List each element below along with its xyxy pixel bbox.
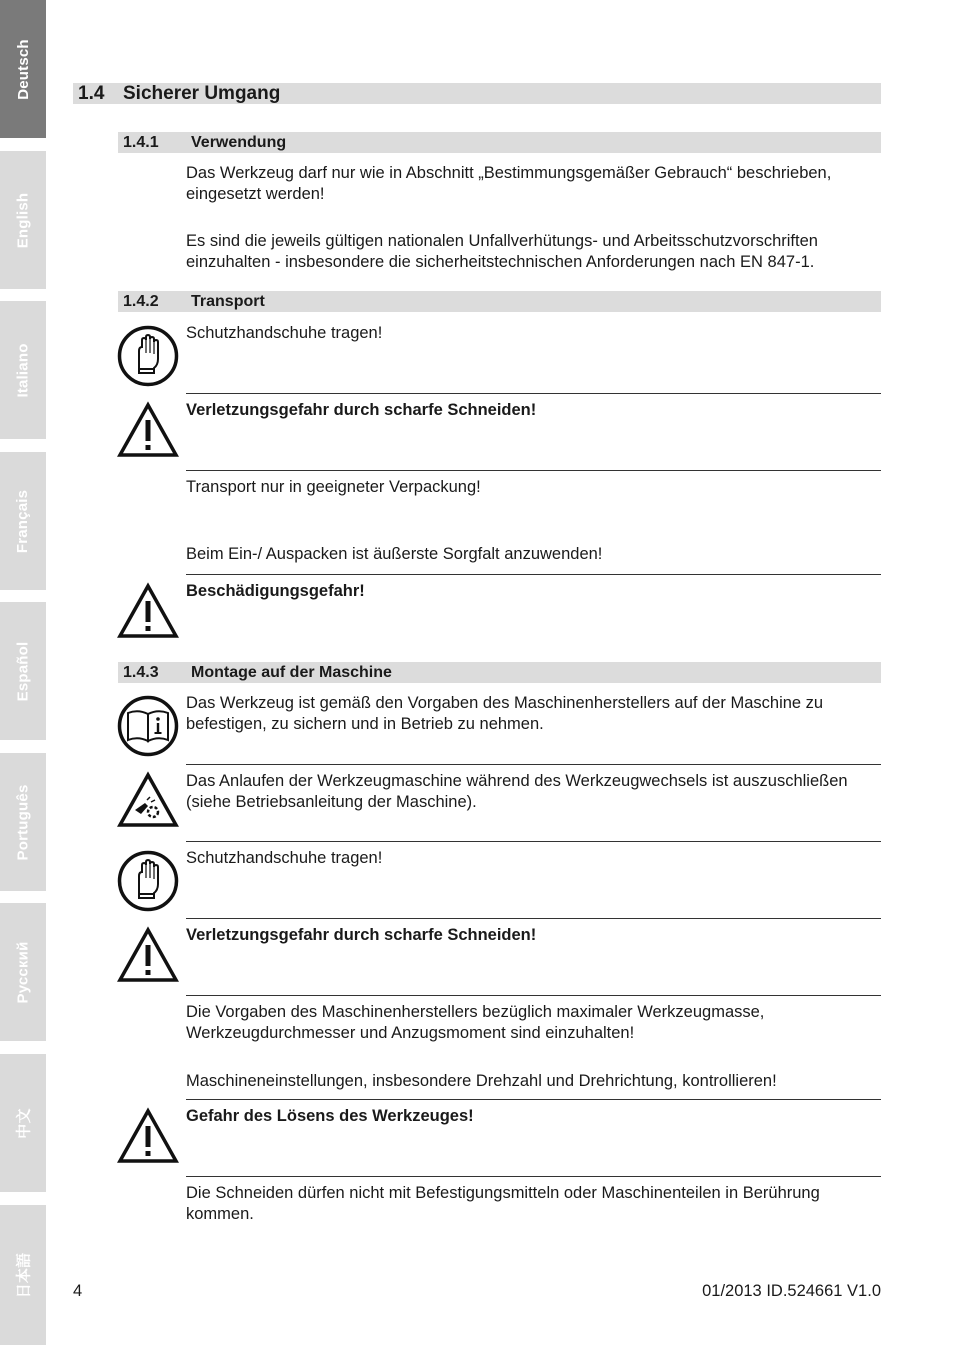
tab-japanese[interactable]: 日本語 <box>0 1205 46 1345</box>
mounting-cut-warning: Verletzungsgefahr durch scharfe Schneiden! <box>186 926 537 944</box>
mounting-manual-text: Das Werkzeug ist gemäß den Vorgaben des Maschinenherstellers auf der Maschine zu befestigen, zu sichern und in Betrieb zu nehmen. <box>186 694 824 733</box>
mounting-gloves-text: Schutzhandschuhe tragen! <box>186 849 383 867</box>
transport-unpacking-text: Beim Ein-/ Auspacken ist äußerste Sorgfalt anzuwenden! <box>186 545 603 563</box>
machine-settings-text: Maschineneinstellungen, insbesondere Drehzahl und Drehrichtung, kontrollieren! <box>186 1072 777 1090</box>
wear-gloves-icon <box>117 325 179 387</box>
section-number: 1.4 <box>78 83 105 104</box>
startup-prevention-text: Das Anlaufen der Werkzeugmaschine während des Werkzeugwechsels ist auszuschließen (siehe Betriebsanleitung der Maschine). <box>186 772 848 811</box>
transport-packaging-text: Transport nur in geeigneter Verpackung! <box>186 478 481 496</box>
transport-cut-warning: Verletzungsgefahr durch scharfe Schneiden! <box>186 401 537 419</box>
tab-espanol[interactable]: Español <box>0 602 46 740</box>
damage-warning: Beschädigungsgefahr! <box>186 582 365 600</box>
subsection-heading-verwendung <box>118 132 881 153</box>
subsection-number: 1.4.3 <box>123 664 159 681</box>
divider <box>186 470 881 471</box>
tab-francais[interactable]: Français <box>0 452 46 590</box>
divider <box>186 841 881 842</box>
tab-deutsch[interactable]: Deutsch <box>0 0 46 138</box>
subsection-number: 1.4.1 <box>123 134 159 151</box>
warning-triangle-icon <box>117 581 179 643</box>
divider <box>186 574 881 575</box>
regulations-paragraph: Es sind die jeweils gültigen nationalen Unfallverhütungs- und Arbeitsschutzvorschriften einzuhalten - insbesondere die sicherheitstechnischen Anforderungen nach EN 847-1. <box>186 232 818 271</box>
divider <box>186 1099 881 1100</box>
subsection-heading-transport <box>118 291 881 312</box>
page-number: 4 <box>73 1282 83 1300</box>
section-heading <box>73 83 881 104</box>
divider <box>186 918 881 919</box>
subsection-title: Montage auf der Maschine <box>191 664 392 681</box>
tab-italiano[interactable]: Italiano <box>0 301 46 439</box>
subsection-title: Transport <box>191 293 265 310</box>
divider <box>186 393 881 394</box>
language-tabs <box>0 0 46 1345</box>
warning-triangle-icon <box>117 925 179 987</box>
divider <box>186 764 881 765</box>
subsection-number: 1.4.2 <box>123 293 159 310</box>
cutting-edge-contact-text: Die Schneiden dürfen nicht mit Befestigungsmitteln oder Maschinenteilen in Berührung kommen. <box>186 1184 820 1223</box>
wear-gloves-icon <box>117 850 179 912</box>
subsection-title: Verwendung <box>191 134 287 151</box>
loosening-warning: Gefahr des Lösens des Werkzeuges! <box>186 1107 474 1125</box>
section-title: Sicherer Umgang <box>123 83 281 104</box>
read-manual-icon <box>117 695 179 757</box>
warning-triangle-icon <box>117 1106 179 1168</box>
manufacturer-limits-text: Die Vorgaben des Maschinenherstellers bezüglich maximaler Werkzeugmasse, Werkzeugdurchmesser und Anzugsmoment sind einzuhalten! <box>186 1003 765 1042</box>
usage-paragraph: Das Werkzeug darf nur wie in Abschnitt „Bestimmungsgemäßer Gebrauch“ beschrieben, eingesetzt werden! <box>186 164 832 203</box>
warning-triangle-icon <box>117 400 179 462</box>
tab-portugues[interactable]: Português <box>0 753 46 891</box>
tab-chinese[interactable]: 中文 <box>0 1054 46 1192</box>
subsection-heading-montage <box>118 662 881 683</box>
document-id: 01/2013 ID.524661 V1.0 <box>702 1282 881 1300</box>
divider <box>186 995 881 996</box>
machine-startup-hazard-icon <box>117 770 179 832</box>
divider <box>186 1176 881 1177</box>
tab-russian[interactable]: Русский <box>0 903 46 1041</box>
tab-english[interactable]: English <box>0 151 46 289</box>
transport-gloves-text: Schutzhandschuhe tragen! <box>186 324 383 342</box>
